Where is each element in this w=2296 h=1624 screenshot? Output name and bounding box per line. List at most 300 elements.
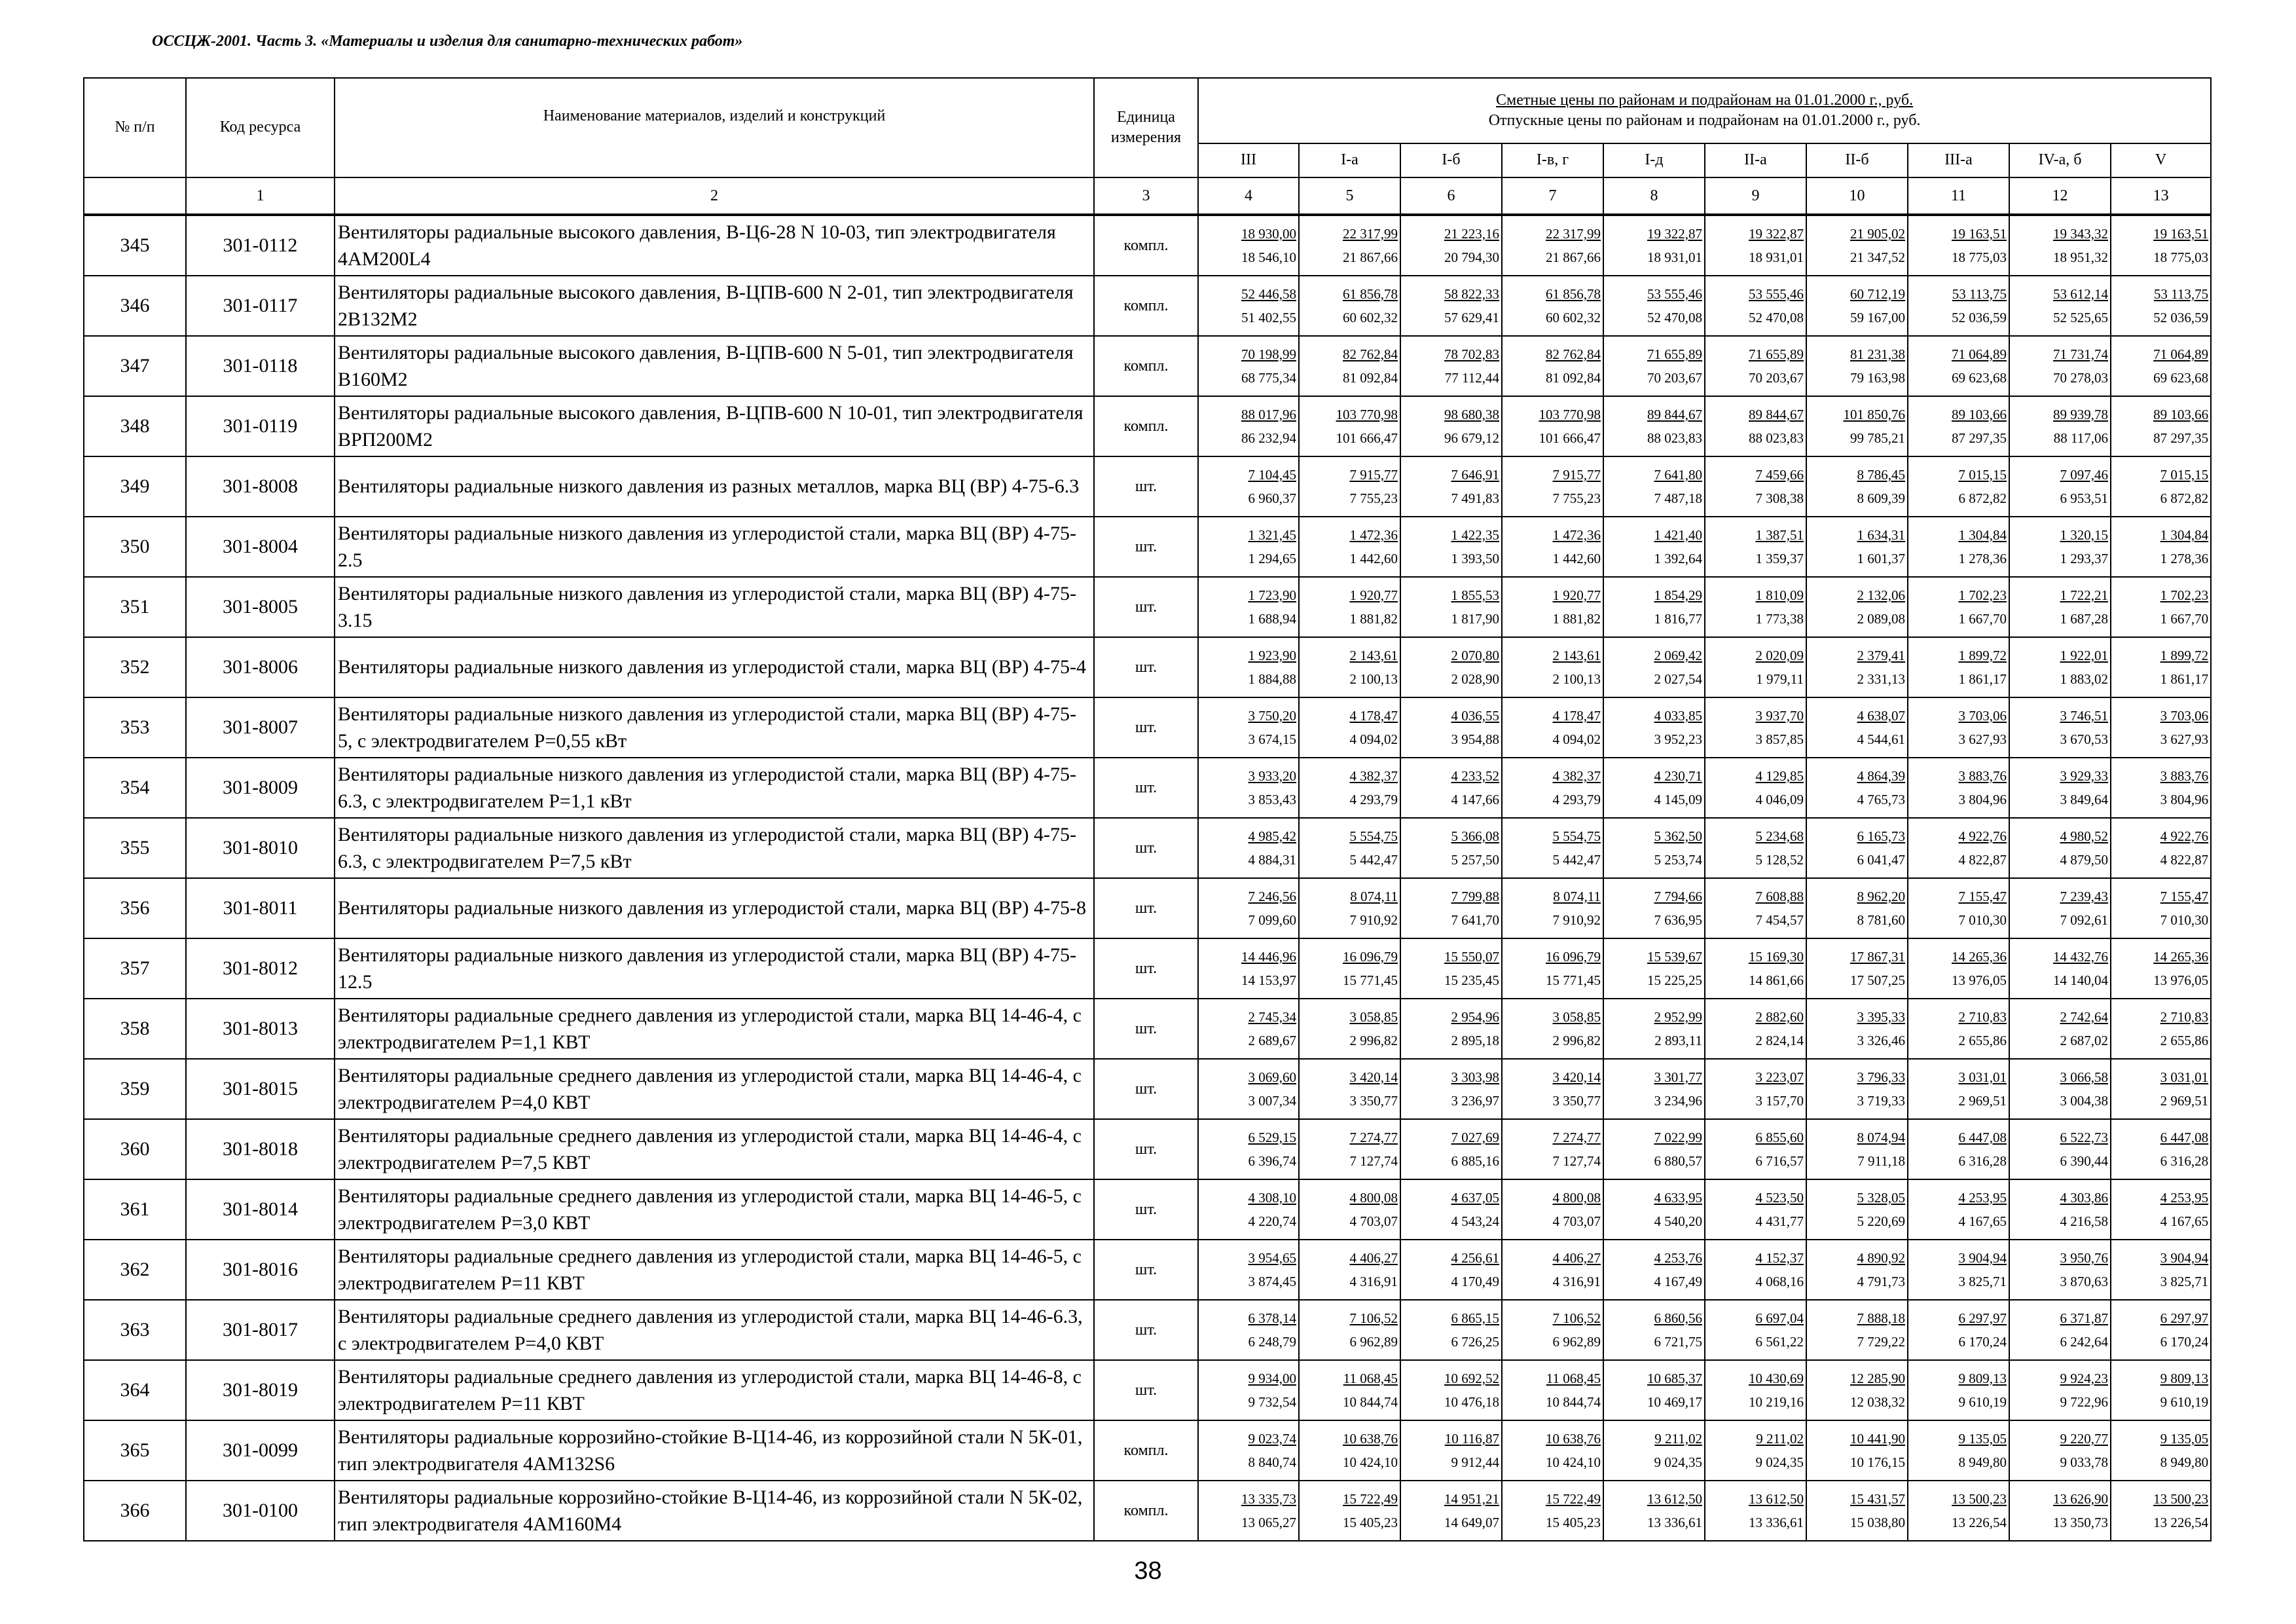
- release-price: 52 470,08: [1749, 310, 1804, 325]
- unit: шт.: [1094, 878, 1198, 938]
- unit: шт.: [1094, 758, 1198, 818]
- release-price: 18 775,03: [1952, 249, 2007, 265]
- price-cell: [1603, 637, 1705, 697]
- estimate-price: 10 685,37: [1647, 1370, 1702, 1386]
- estimate-price: 10 116,87: [1444, 1430, 1499, 1447]
- price-cell: [2009, 637, 2111, 697]
- price-cell: [2009, 1360, 2111, 1420]
- price-cell: [1400, 1179, 1502, 1240]
- release-price: 7 636,95: [1654, 912, 1702, 928]
- table-row: [84, 1300, 2211, 1360]
- unit: шт.: [1094, 1240, 1198, 1300]
- estimate-price: 2 742,64: [2060, 1008, 2108, 1025]
- price-cell: [1603, 1420, 1705, 1481]
- price-cell: [1502, 396, 1603, 456]
- release-price: 1 393,50: [1451, 551, 1499, 566]
- release-price: 101 666,47: [1539, 430, 1601, 446]
- estimate-price: 17 867,31: [1850, 948, 1905, 965]
- estimate-price: 1 899,72: [1958, 647, 2007, 663]
- release-price: 13 226,54: [1952, 1515, 2007, 1530]
- price-cell: [1299, 577, 1400, 637]
- release-price: 2 969,51: [2160, 1093, 2209, 1109]
- price-cell: [1502, 1481, 1603, 1541]
- estimate-price: 4 406,27: [1349, 1249, 1398, 1266]
- price-cell: [1502, 1059, 1603, 1119]
- estimate-price: 1 634,31: [1857, 526, 1905, 543]
- header-code: Код ресурса: [186, 78, 335, 177]
- release-price: 18 931,01: [1647, 249, 1702, 265]
- release-price: 4 703,07: [1349, 1213, 1398, 1229]
- item-name: Вентиляторы радиальные низкого давления из углеродистой стали, марка ВЦ (ВР) 4-75-8: [335, 878, 1094, 938]
- price-cell: [1400, 336, 1502, 396]
- resource-code: 301-8010: [186, 818, 335, 878]
- estimate-price: 1 304,84: [1958, 526, 2007, 543]
- row-number: 359: [84, 1059, 186, 1119]
- release-price: 2 027,54: [1654, 671, 1702, 687]
- item-name: Вентиляторы радиальные высокого давления, В-ЦПВ-600 N 10-01, тип электродвигателя ВРП200М2: [335, 396, 1094, 456]
- release-price: 1 773,38: [1755, 611, 1804, 627]
- price-cell: [2009, 999, 2111, 1059]
- release-price: 52 525,65: [2053, 310, 2108, 325]
- price-cell: [1502, 697, 1603, 758]
- price-cell: [1806, 758, 1908, 818]
- release-price: 4 094,02: [1349, 731, 1398, 747]
- resource-code: 301-8017: [186, 1300, 335, 1360]
- release-price: 6 248,79: [1248, 1334, 1296, 1350]
- price-cell: [1705, 215, 1806, 276]
- price-cell: [1806, 1119, 1908, 1179]
- estimate-price: 8 962,20: [1857, 888, 1905, 904]
- release-price: 81 092,84: [1546, 370, 1601, 386]
- row-number: 360: [84, 1119, 186, 1179]
- estimate-price: 18 930,00: [1241, 225, 1296, 242]
- table-row: [84, 1119, 2211, 1179]
- unit: компл.: [1094, 396, 1198, 456]
- release-price: 4 879,50: [2060, 852, 2108, 868]
- estimate-price: 71 064,89: [1952, 346, 2007, 362]
- estimate-price: 58 822,33: [1444, 286, 1499, 302]
- release-price: 6 726,25: [1451, 1334, 1499, 1350]
- price-cell: [1603, 517, 1705, 577]
- estimate-price: 7 459,66: [1755, 466, 1804, 483]
- release-price: 1 667,70: [1958, 611, 2007, 627]
- unit: шт.: [1094, 999, 1198, 1059]
- price-cell: [1603, 1119, 1705, 1179]
- price-cell: [1502, 1360, 1603, 1420]
- estimate-price: 5 328,05: [1857, 1189, 1905, 1206]
- estimate-price: 13 500,23: [2153, 1490, 2209, 1507]
- price-cell: [1806, 517, 1908, 577]
- price-cell: [1299, 456, 1400, 517]
- price-cell: [1908, 999, 2009, 1059]
- release-price: 6 872,82: [1958, 490, 2007, 506]
- estimate-price: 2 379,41: [1857, 647, 1905, 663]
- item-name: Вентиляторы радиальные низкого давления из углеродистой стали, марка ВЦ (ВР) 4-75-12.5: [335, 938, 1094, 999]
- release-price: 7 910,92: [1552, 912, 1601, 928]
- estimate-price: 19 322,87: [1647, 225, 1702, 242]
- price-cell: [1908, 938, 2009, 999]
- unit: компл.: [1094, 336, 1198, 396]
- release-price: 2 100,13: [1552, 671, 1601, 687]
- price-cell: [1705, 878, 1806, 938]
- price-cell: [1400, 999, 1502, 1059]
- table-row: [84, 999, 2211, 1059]
- release-price: 1 881,82: [1552, 611, 1601, 627]
- table-row: [84, 878, 2211, 938]
- estimate-price: 5 366,08: [1451, 828, 1499, 844]
- estimate-price: 7 022,99: [1654, 1129, 1702, 1145]
- estimate-price: 3 937,70: [1755, 707, 1804, 724]
- price-cell: [1908, 1179, 2009, 1240]
- release-price: 4 765,73: [1857, 792, 1905, 807]
- estimate-price: 3 058,85: [1552, 1008, 1601, 1025]
- price-cell: [2111, 1360, 2211, 1420]
- release-price: 4 540,20: [1654, 1213, 1702, 1229]
- estimate-price: 8 074,11: [1350, 888, 1398, 904]
- release-price: 21 347,52: [1850, 249, 1905, 265]
- price-cell: [2111, 517, 2211, 577]
- price-cell: [1299, 938, 1400, 999]
- price-cell: [1806, 697, 1908, 758]
- column-number: 11: [1908, 177, 2009, 215]
- release-price: 7 010,30: [2160, 912, 2209, 928]
- price-cell: [1603, 456, 1705, 517]
- price-cell: [1908, 1360, 2009, 1420]
- price-cell: [1502, 938, 1603, 999]
- release-price: 1 816,77: [1654, 611, 1702, 627]
- estimate-price: 3 069,60: [1248, 1069, 1296, 1085]
- price-cell: [2111, 1179, 2211, 1240]
- release-price: 7 099,60: [1248, 912, 1296, 928]
- release-price: 87 297,35: [1952, 430, 2007, 446]
- row-number: 366: [84, 1481, 186, 1541]
- estimate-price: 21 223,16: [1444, 225, 1499, 242]
- release-price: 4 167,65: [2160, 1213, 2209, 1229]
- estimate-price: 10 638,76: [1546, 1430, 1601, 1447]
- estimate-price: 1 854,29: [1654, 587, 1702, 603]
- estimate-price: 9 924,23: [2060, 1370, 2108, 1386]
- row-number: 363: [84, 1300, 186, 1360]
- price-cell: [1502, 637, 1603, 697]
- release-price: 60 602,32: [1546, 310, 1601, 325]
- price-cell: [1603, 1360, 1705, 1420]
- price-cell: [2009, 697, 2111, 758]
- estimate-price: 53 113,75: [2153, 286, 2209, 302]
- release-price: 81 092,84: [1343, 370, 1398, 386]
- price-cell: [2009, 938, 2111, 999]
- estimate-price: 89 844,67: [1749, 406, 1804, 422]
- release-price: 4 293,79: [1552, 792, 1601, 807]
- column-number: 12: [2009, 177, 2111, 215]
- prices-subtitle: Отпускные цены по районам и подрайонам на 01.01.2000 г., руб.: [1488, 112, 1921, 129]
- release-price: 15 235,45: [1444, 972, 1499, 988]
- table-row: [84, 456, 2211, 517]
- table-row: [84, 1481, 2211, 1541]
- release-price: 2 895,18: [1451, 1033, 1499, 1048]
- release-price: 4 822,87: [1958, 852, 2007, 868]
- release-price: 7 487,18: [1654, 490, 1702, 506]
- price-cell: [1502, 1300, 1603, 1360]
- price-cell: [1603, 577, 1705, 637]
- estimate-price: 7 239,43: [2060, 888, 2108, 904]
- estimate-price: 1 855,53: [1451, 587, 1499, 603]
- price-cell: [1705, 1240, 1806, 1300]
- release-price: 4 316,91: [1552, 1274, 1601, 1289]
- estimate-price: 71 064,89: [2153, 346, 2209, 362]
- release-price: 13 226,54: [2153, 1515, 2209, 1530]
- estimate-price: 3 904,94: [2160, 1249, 2209, 1266]
- estimate-price: 3 395,33: [1857, 1008, 1905, 1025]
- price-cell: [1400, 456, 1502, 517]
- release-price: 6 390,44: [2060, 1153, 2108, 1169]
- item-name: Вентиляторы радиальные низкого давления из углеродистой стали, марка ВЦ (ВР) 4-75-3.15: [335, 577, 1094, 637]
- price-cell: [1705, 1420, 1806, 1481]
- estimate-price: 11 068,45: [1343, 1370, 1398, 1386]
- price-cell: [1400, 276, 1502, 336]
- release-price: 60 602,32: [1343, 310, 1398, 325]
- release-price: 13 336,61: [1749, 1515, 1804, 1530]
- price-cell: [1502, 999, 1603, 1059]
- price-cell: [2009, 758, 2111, 818]
- estimate-price: 9 023,74: [1248, 1430, 1296, 1447]
- price-cell: [2111, 215, 2211, 276]
- release-price: 8 949,80: [1958, 1454, 2007, 1470]
- estimate-price: 7 799,88: [1451, 888, 1499, 904]
- unit: шт.: [1094, 1360, 1198, 1420]
- estimate-price: 5 554,75: [1349, 828, 1398, 844]
- price-cell: [1299, 1420, 1400, 1481]
- estimate-price: 1 472,36: [1552, 526, 1601, 543]
- estimate-price: 60 712,19: [1850, 286, 1905, 302]
- price-cell: [1502, 1119, 1603, 1179]
- estimate-price: 71 655,89: [1749, 346, 1804, 362]
- estimate-price: 5 554,75: [1552, 828, 1601, 844]
- price-cell: [1299, 1481, 1400, 1541]
- price-cell: [1198, 456, 1299, 517]
- price-cell: [1502, 878, 1603, 938]
- unit: шт.: [1094, 818, 1198, 878]
- estimate-price: 3 301,77: [1654, 1069, 1702, 1085]
- price-cell: [2009, 1059, 2111, 1119]
- price-cell: [1908, 1481, 2009, 1541]
- release-price: 3 236,97: [1451, 1093, 1499, 1109]
- row-number: 365: [84, 1420, 186, 1481]
- estimate-price: 6 378,14: [1248, 1310, 1296, 1326]
- release-price: 20 794,30: [1444, 249, 1499, 265]
- region-header: II-а: [1705, 143, 1806, 177]
- price-cell: [1705, 1119, 1806, 1179]
- estimate-price: 4 523,50: [1755, 1189, 1804, 1206]
- item-name: Вентиляторы радиальные среднего давления из углеродистой стали, марка ВЦ 14-46-4, с электродвигателем Р=1,1 КВТ: [335, 999, 1094, 1059]
- estimate-price: 7 888,18: [1857, 1310, 1905, 1326]
- estimate-price: 7 646,91: [1451, 466, 1499, 483]
- estimate-price: 6 860,56: [1654, 1310, 1702, 1326]
- price-cell: [1502, 336, 1603, 396]
- price-cell: [1299, 1240, 1400, 1300]
- estimate-price: 10 430,69: [1749, 1370, 1804, 1386]
- estimate-price: 3 303,98: [1451, 1069, 1499, 1085]
- estimate-price: 3 746,51: [2060, 707, 2108, 724]
- price-cell: [2009, 577, 2111, 637]
- estimate-price: 7 246,56: [1248, 888, 1296, 904]
- estimate-price: 1 899,72: [2160, 647, 2209, 663]
- release-price: 3 825,71: [2160, 1274, 2209, 1289]
- release-price: 1 979,11: [1756, 671, 1804, 687]
- release-price: 2 969,51: [1958, 1093, 2007, 1109]
- estimate-price: 4 308,10: [1248, 1189, 1296, 1206]
- release-price: 1 442,60: [1349, 551, 1398, 566]
- price-cell: [1299, 396, 1400, 456]
- estimate-price: 2 069,42: [1654, 647, 1702, 663]
- unit: шт.: [1094, 697, 1198, 758]
- resource-code: 301-8014: [186, 1179, 335, 1240]
- estimate-price: 13 612,50: [1749, 1490, 1804, 1507]
- release-price: 12 038,32: [1850, 1394, 1905, 1410]
- price-cell: [1603, 697, 1705, 758]
- price-cell: [1400, 577, 1502, 637]
- column-number: [84, 177, 186, 215]
- release-price: 3 627,93: [1958, 731, 2007, 747]
- price-cell: [2111, 758, 2211, 818]
- price-cell: [1705, 1300, 1806, 1360]
- resource-code: 301-8019: [186, 1360, 335, 1420]
- estimate-price: 3 703,06: [2160, 707, 2209, 724]
- price-cell: [1400, 938, 1502, 999]
- release-price: 52 470,08: [1647, 310, 1702, 325]
- price-cell: [1908, 1300, 2009, 1360]
- release-price: 15 771,45: [1343, 972, 1398, 988]
- region-header: III: [1198, 143, 1299, 177]
- unit: шт.: [1094, 1059, 1198, 1119]
- release-price: 2 655,86: [1958, 1033, 2007, 1048]
- row-number: 346: [84, 276, 186, 336]
- release-price: 6 716,57: [1755, 1153, 1804, 1169]
- price-cell: [1603, 1300, 1705, 1360]
- release-price: 1 278,36: [1958, 551, 2007, 566]
- price-cell: [2111, 999, 2211, 1059]
- row-number: 349: [84, 456, 186, 517]
- release-price: 6 885,16: [1451, 1153, 1499, 1169]
- price-cell: [1806, 396, 1908, 456]
- price-cell: [1806, 637, 1908, 697]
- price-cell: [1806, 276, 1908, 336]
- resource-code: 301-8016: [186, 1240, 335, 1300]
- price-cell: [2009, 1240, 2111, 1300]
- release-price: 4 216,58: [2060, 1213, 2108, 1229]
- price-cell: [2009, 878, 2111, 938]
- estimate-price: 4 230,71: [1654, 767, 1702, 784]
- item-name: Вентиляторы радиальные низкого давления из разных металлов, марка ВЦ (ВР) 4-75-6.3: [335, 456, 1094, 517]
- table-row: [84, 697, 2211, 758]
- row-number: 353: [84, 697, 186, 758]
- estimate-price: 1 922,01: [2060, 647, 2108, 663]
- release-price: 3 157,70: [1755, 1093, 1804, 1109]
- row-number: 351: [84, 577, 186, 637]
- resource-code: 301-8008: [186, 456, 335, 517]
- column-number: 5: [1299, 177, 1400, 215]
- estimate-price: 22 317,99: [1343, 225, 1398, 242]
- price-cell: [1705, 1179, 1806, 1240]
- item-name: Вентиляторы радиальные коррозийно-стойкие В-Ц14-46, из коррозийной стали N 5К-02, тип электродвигателя 4АМ160М4: [335, 1481, 1094, 1541]
- estimate-price: 2 710,83: [1958, 1008, 2007, 1025]
- price-cell: [2009, 336, 2111, 396]
- estimate-price: 88 017,96: [1241, 406, 1296, 422]
- release-price: 15 038,80: [1850, 1515, 1905, 1530]
- release-price: 14 861,66: [1749, 972, 1804, 988]
- estimate-price: 3 933,20: [1248, 767, 1296, 784]
- release-price: 86 232,94: [1241, 430, 1296, 446]
- estimate-price: 89 844,67: [1647, 406, 1702, 422]
- release-price: 101 666,47: [1336, 430, 1398, 446]
- estimate-price: 4 637,05: [1451, 1189, 1499, 1206]
- estimate-price: 2 954,96: [1451, 1008, 1499, 1025]
- price-cell: [1806, 818, 1908, 878]
- release-price: 9 024,35: [1654, 1454, 1702, 1470]
- estimate-price: 7 104,45: [1248, 466, 1296, 483]
- estimate-price: 12 285,90: [1850, 1370, 1905, 1386]
- row-number: 347: [84, 336, 186, 396]
- release-price: 10 176,15: [1850, 1454, 1905, 1470]
- release-price: 9 024,35: [1755, 1454, 1804, 1470]
- price-cell: [1198, 878, 1299, 938]
- item-name: Вентиляторы радиальные низкого давления из углеродистой стали, марка ВЦ (ВР) 4-75-6.3, с электродвигателем Р=1,1 кВт: [335, 758, 1094, 818]
- release-price: 5 257,50: [1451, 852, 1499, 868]
- price-cell: [1299, 818, 1400, 878]
- release-price: 15 405,23: [1546, 1515, 1601, 1530]
- price-cell: [1806, 938, 1908, 999]
- price-cell: [1705, 396, 1806, 456]
- release-price: 6 396,74: [1248, 1153, 1296, 1169]
- estimate-price: 71 655,89: [1647, 346, 1702, 362]
- unit: компл.: [1094, 215, 1198, 276]
- release-price: 5 253,74: [1654, 852, 1702, 868]
- estimate-price: 9 220,77: [2060, 1430, 2108, 1447]
- price-cell: [1400, 396, 1502, 456]
- item-name: Вентиляторы радиальные среднего давления из углеродистой стали, марка ВЦ 14-46-4, с электродвигателем Р=7,5 КВТ: [335, 1119, 1094, 1179]
- estimate-price: 3 750,20: [1248, 707, 1296, 724]
- row-number: 355: [84, 818, 186, 878]
- estimate-price: 4 985,42: [1248, 828, 1296, 844]
- price-cell: [1705, 577, 1806, 637]
- estimate-price: 6 447,08: [2160, 1129, 2209, 1145]
- price-cell: [1705, 818, 1806, 878]
- release-price: 3 870,63: [2060, 1274, 2108, 1289]
- release-price: 3 804,96: [2160, 792, 2209, 807]
- estimate-price: 53 555,46: [1749, 286, 1804, 302]
- resource-code: 301-8009: [186, 758, 335, 818]
- table-row: [84, 818, 2211, 878]
- release-price: 88 023,83: [1647, 430, 1702, 446]
- price-cell: [1806, 215, 1908, 276]
- estimate-price: 15 722,49: [1343, 1490, 1398, 1507]
- price-cell: [1806, 1481, 1908, 1541]
- release-price: 4 094,02: [1552, 731, 1601, 747]
- release-price: 7 454,57: [1755, 912, 1804, 928]
- price-cell: [1603, 215, 1705, 276]
- price-cell: [1299, 1119, 1400, 1179]
- row-number: 350: [84, 517, 186, 577]
- price-cell: [1806, 336, 1908, 396]
- estimate-price: 14 265,36: [1952, 948, 2007, 965]
- release-price: 5 128,52: [1755, 852, 1804, 868]
- release-price: 69 623,68: [1952, 370, 2007, 386]
- price-cell: [1908, 818, 2009, 878]
- release-price: 88 117,06: [2053, 430, 2108, 446]
- estimate-price: 16 096,79: [1343, 948, 1398, 965]
- item-name: Вентиляторы радиальные среднего давления из углеродистой стали, марка ВЦ 14-46-6.3, с электродвигателем Р=4,0 КВТ: [335, 1300, 1094, 1360]
- release-price: 3 670,53: [2060, 731, 2108, 747]
- release-price: 4 544,61: [1857, 731, 1905, 747]
